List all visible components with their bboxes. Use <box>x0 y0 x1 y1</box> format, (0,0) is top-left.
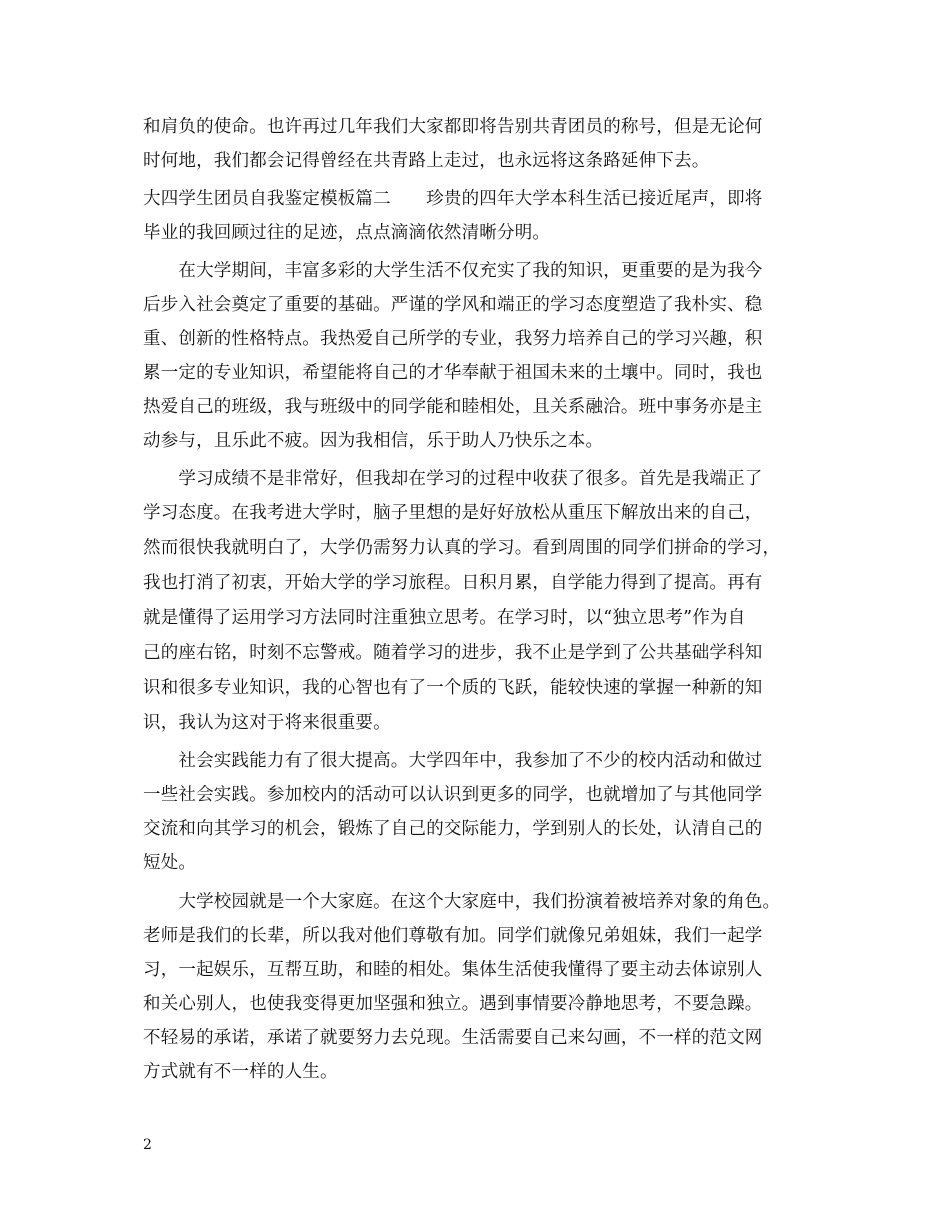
text-line: 识，我认为这对于将来很重要。 <box>143 713 391 733</box>
text-line: 识和很多专业知识，我的心智也有了一个质的飞跃，能较快速的掌握一种新的知 <box>143 678 763 698</box>
text-line: 就是懂得了运用学习方法同时注重独立思考。在学习时，以“独立思考”作为自 <box>143 608 746 628</box>
text-line: 和肩负的使命。也许再过几年我们大家都即将告别共青团员的称号，但是无论何 <box>143 117 763 137</box>
text-line: 在大学期间，丰富多彩的大学生活不仅充实了我的知识，更重要的是为我今 <box>143 261 763 281</box>
text-line: 时何地，我们都会记得曾经在共青路上走过，也永远将这条路延伸下去。 <box>143 151 710 171</box>
text-line: 然而很快我就明白了，大学仍需努力认真的学习。看到周围的同学们拼命的学习， <box>143 538 781 558</box>
text-line: 社会实践能力有了很大提高。大学四年中，我参加了不少的校内活动和做过 <box>143 751 763 771</box>
text-line: 习，一起娱乐，互帮互助，和睦的相处。集体生活使我懂得了要主动去体谅别人 <box>143 960 763 980</box>
text-line: 累一定的专业知识，希望能将自己的才华奉献于祖国未来的土壤中。同时，我也 <box>143 363 763 383</box>
text-line: 交流和向其学习的机会，锻炼了自己的交际能力，学到别人的长处，认清自己的 <box>143 819 763 839</box>
text-line: 学习成绩不是非常好，但我却在学习的过程中收获了很多。首先是我端正了 <box>143 469 763 489</box>
text-line: 不轻易的承诺，承诺了就要努力去兑现。生活需要自己来勾画，不一样的范文网 <box>143 1028 763 1048</box>
text-line: 学习态度。在我考进大学时，脑子里想的是好好放松从重压下解放出来的自己， <box>143 503 763 523</box>
section-heading-line: 大四学生团员自我鉴定模板篇二 珍贵的四年大学本科生活已接近尾声，即将 <box>143 189 763 209</box>
text-line: 动参与，且乐此不疲。因为我相信，乐于助人乃快乐之本。 <box>143 431 604 451</box>
text-line: 和关心别人，也使我变得更加坚强和独立。遇到事情要冷静地思考，不要急躁。 <box>143 994 763 1014</box>
text-line: 热爱自己的班级，我与班级中的同学能和睦相处，且关系融洽。班中事务亦是主 <box>143 397 763 417</box>
text-line: 方式就有不一样的人生。 <box>143 1062 338 1082</box>
text-line: 大学校园就是一个大家庭。在这个大家庭中，我们扮演着被培养对象的角色。 <box>143 892 781 912</box>
text-line: 己的座右铭，时刻不忘警戒。随着学习的进步，我不止是学到了公共基础学科知 <box>143 643 763 663</box>
text-line: 毕业的我回顾过往的足迹，点点滴滴依然清晰分明。 <box>143 223 551 243</box>
text-line: 后步入社会奠定了重要的基础。严谨的学风和端正的学习态度塑造了我朴实、稳 <box>143 295 763 315</box>
text-line: 我也打消了初衷，开始大学的学习旅程。日积月累，自学能力得到了提高。再有 <box>143 573 763 593</box>
text-line: 短处。 <box>143 853 197 873</box>
page-number: 2 <box>143 1137 152 1153</box>
text-line: 老师是我们的长辈，所以我对他们尊敬有加。同学们就像兄弟姐妹，我们一起学 <box>143 926 763 946</box>
text-line: 重、创新的性格特点。我热爱自己所学的专业，我努力培养自己的学习兴趣，积 <box>143 329 763 349</box>
text-line: 一些社会实践。参加校内的活动可以认识到更多的同学，也就增加了与其他同学 <box>143 785 763 805</box>
